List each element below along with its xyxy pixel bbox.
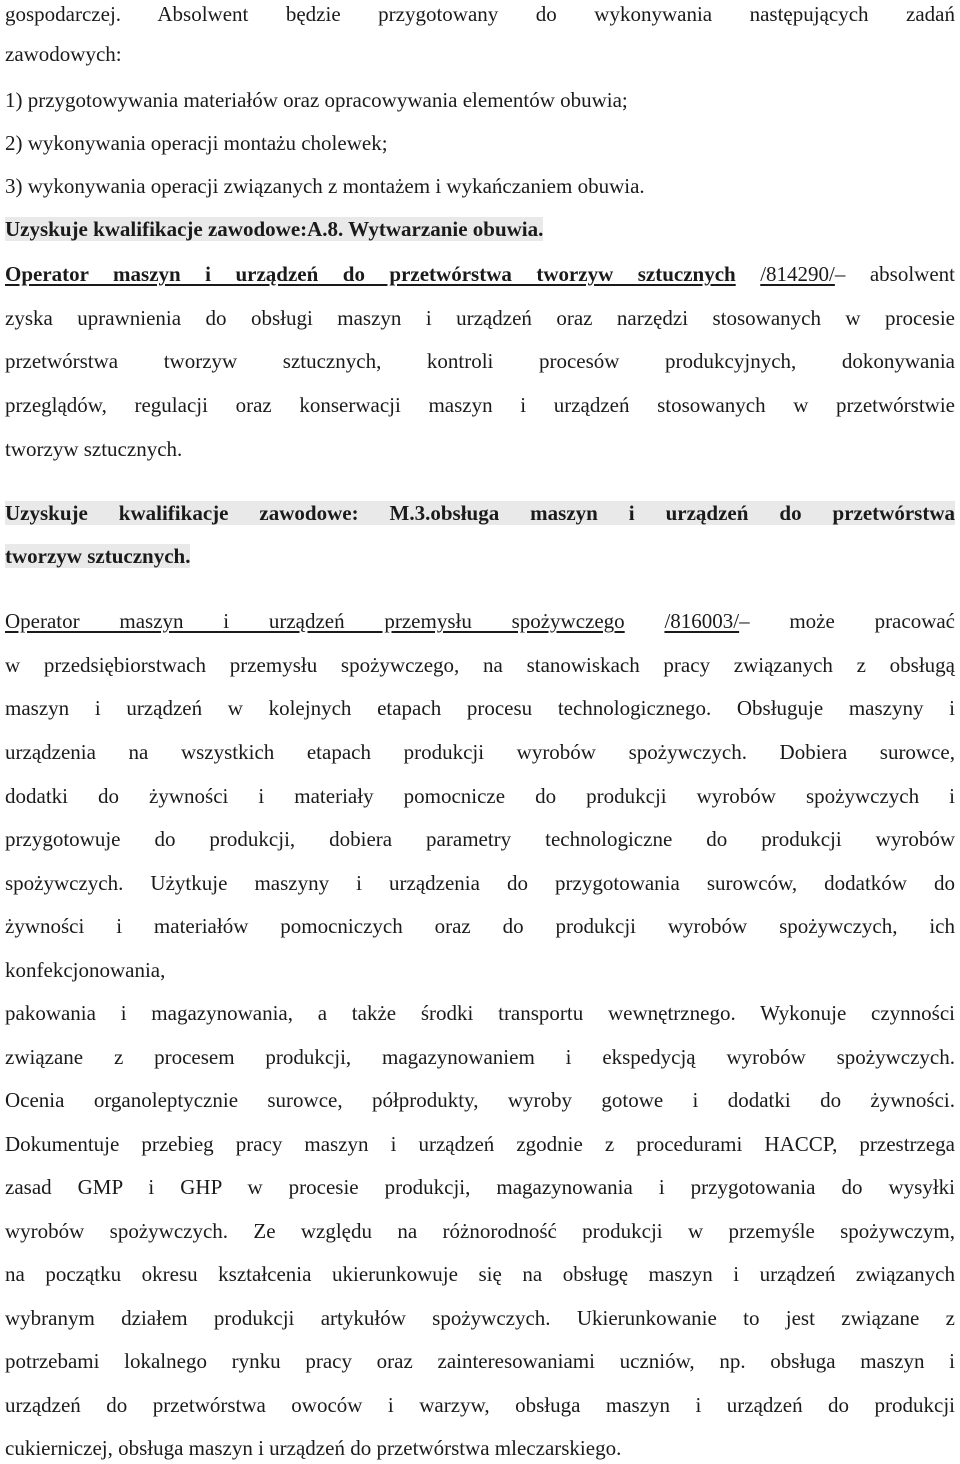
food-line-6: spożywczych. Użytkuje maszyny i urządzenia do przygotowania surowców, dodatków do xyxy=(5,871,955,895)
qualification-m3-line-2 xyxy=(5,542,955,570)
qualification-a8 xyxy=(5,215,955,243)
food-line-8: konfekcjonowania, xyxy=(5,958,166,982)
food-first-tail: może pracować xyxy=(749,609,956,633)
food-line-5: przygotowuje do produkcji, dobiera parametry technologiczne do produkcji wyrobów xyxy=(5,827,955,851)
plastics-line-4: tworzyw sztucznych. xyxy=(5,437,183,461)
food-line-4: dodatki do żywności i materiały pomocnicze do produkcji wyrobów spożywczych i xyxy=(5,784,955,808)
food-line-15: na początku okresu kształcenia ukierunkowuje się na obsługę maszyn i urządzeń związanych xyxy=(5,1262,955,1286)
food-line-16: wybranym działem produkcji artykułów spożywczych. Ukierunkowanie to jest związane z xyxy=(5,1306,955,1330)
plastics-line-2: przetwórstwa tworzyw sztucznych, kontroli procesów produkcyjnych, dokonywania xyxy=(5,349,955,373)
food-title: Operator maszyn i urządzeń przemysłu spożywczego xyxy=(5,609,625,633)
qualification-m3-line-1 xyxy=(5,499,955,527)
food-line-12: Dokumentuje przebieg pracy maszyn i urządzeń zgodnie z procedurami HACCP, przestrzega xyxy=(5,1132,955,1156)
task-item-3: 3) wykonywania operacji związanych z montażem i wykańczaniem obuwia. xyxy=(5,174,645,198)
food-heading-line xyxy=(5,607,955,635)
food-line-10: związane z procesem produkcji, magazynowaniem i ekspedycją wyrobów spożywczych. xyxy=(5,1045,955,1069)
food-line-3: urządzenia na wszystkich etapach produkcji wyrobów spożywczych. Dobiera surowce, xyxy=(5,740,955,764)
food-line-18: urządzeń do przetwórstwa owoców i warzyw, obsługa maszyn i urządzeń do produkcji xyxy=(5,1393,955,1417)
food-line-14: wyrobów spożywczych. Ze względu na różnorodność produkcji w przemyśle spożywczym, xyxy=(5,1219,955,1243)
qualification-m3-text-1: Uzyskuje kwalifikacje zawodowe: M.3.obsługa maszyn i urządzeń do przetwórstwa xyxy=(5,501,955,525)
plastics-heading-line xyxy=(5,260,955,288)
food-code: /816003/ xyxy=(664,609,740,633)
food-line-2: maszyn i urządzeń w kolejnych etapach procesu technologicznego. Obsługuje maszyny i xyxy=(5,696,955,720)
food-line-7: żywności i materiałów pomocniczych oraz do produkcji wyrobów spożywczych, ich xyxy=(5,914,955,938)
food-line-9: pakowania i magazynowania, a także środki transportu wewnętrznego. Wykonuje czynności xyxy=(5,1001,955,1025)
qualification-a8-text: Uzyskuje kwalifikacje zawodowe:A.8. Wytwarzanie obuwia. xyxy=(5,217,544,241)
food-line-19: cukierniczej, obsługa maszyn i urządzeń do przetwórstwa mleczarskiego. xyxy=(5,1436,622,1460)
plastics-title: Operator maszyn i urządzeń do przetwórstwa tworzyw sztucznych xyxy=(5,262,736,286)
food-line-1: w przedsiębiorstwach przemysłu spożywczego, na stanowiskach pracy związanych z obsługą xyxy=(5,653,955,677)
intro-line-1: gospodarczej. Absolwent będzie przygotowany do wykonywania następujących zadań xyxy=(5,2,955,26)
qualification-m3-text-2: tworzyw sztucznych. xyxy=(5,544,191,568)
food-dash: – xyxy=(739,609,750,633)
plastics-line-3: przeglądów, regulacji oraz konserwacji maszyn i urządzeń stosowanych w przetwórstwie xyxy=(5,393,955,417)
food-line-11: Ocenia organoleptycznie surowce, półprodukty, wyroby gotowe i dodatki do żywności. xyxy=(5,1088,955,1112)
food-line-13: zasad GMP i GHP w procesie produkcji, magazynowania i przygotowania do wysyłki xyxy=(5,1175,955,1199)
task-item-1: 1) przygotowywania materiałów oraz opracowywania elementów obuwia; xyxy=(5,88,628,112)
plastics-code: /814290/ xyxy=(760,262,835,286)
task-item-2: 2) wykonywania operacji montażu cholewek; xyxy=(5,131,388,155)
plastics-dash: – xyxy=(834,262,846,286)
food-line-17: potrzebami lokalnego rynku pracy oraz zainteresowaniami uczniów, np. obsługa maszyn i xyxy=(5,1349,955,1373)
plastics-line-1: zyska uprawnienia do obsługi maszyn i urządzeń oraz narzędzi stosowanych w procesie xyxy=(5,306,955,330)
plastics-first-tail: absolwent xyxy=(845,262,956,286)
intro-line-2: zawodowych: xyxy=(5,42,122,66)
